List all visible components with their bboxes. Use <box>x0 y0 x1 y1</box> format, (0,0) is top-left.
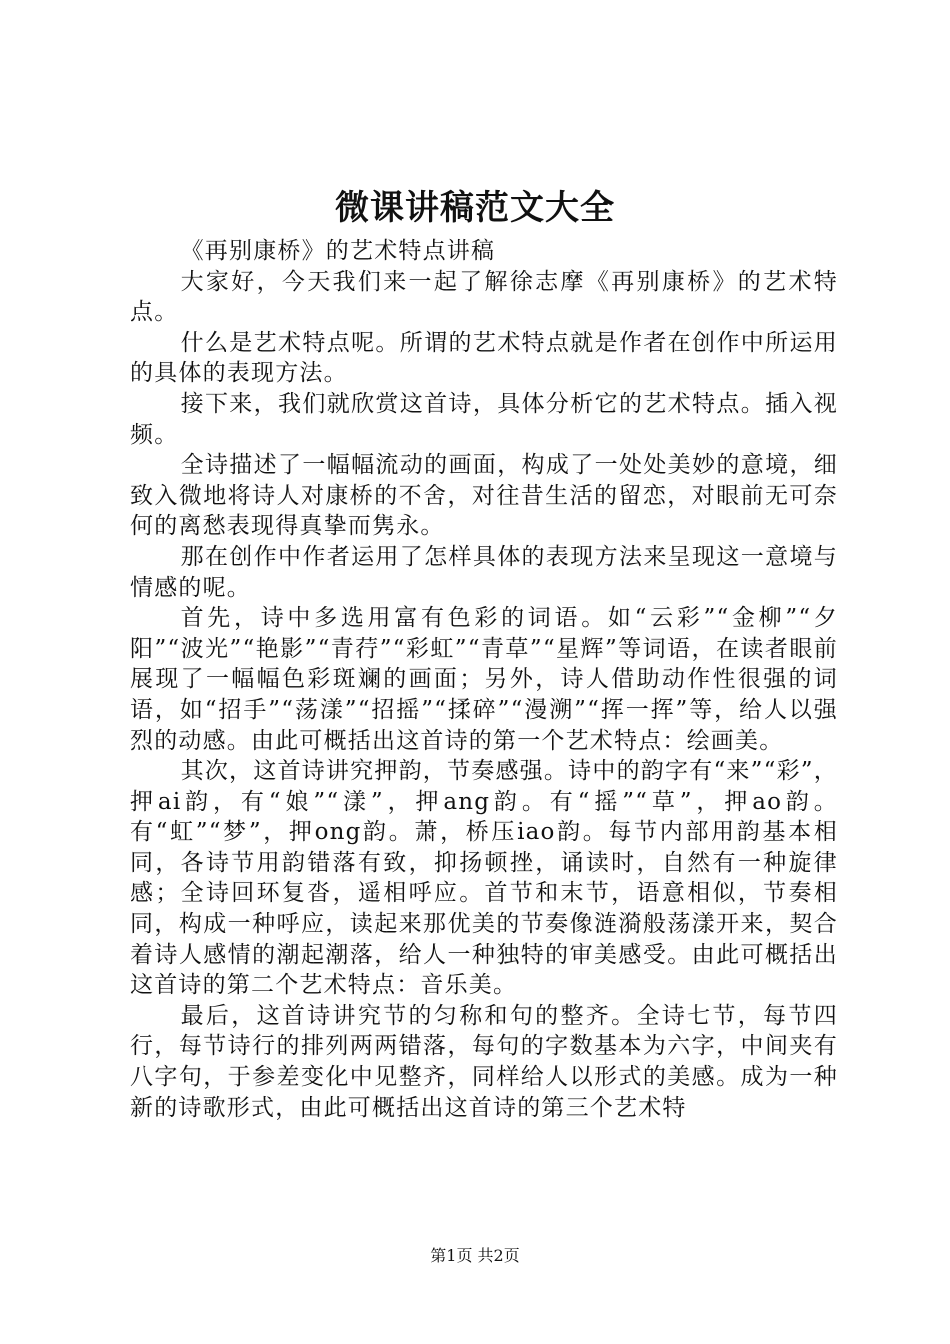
page-footer: 第1页 共2页 <box>430 1246 520 1265</box>
paragraph-definition: 什么是艺术特点呢。所谓的艺术特点就是作者在创作中所运用的具体的表现方法。 <box>130 329 838 387</box>
paragraph-form-beauty: 最后，这首诗讲究节的匀称和句的整齐。全诗七节，每节四行，每节诗行的排列两两错落，每句的字数基本为六字，中间夹有八字句，于参差变化中见整齐，同样给人以形式的美感。成为一种新的诗歌形式，由此可概括出这首诗的第三个艺术特 <box>130 1002 838 1121</box>
paragraph-subtitle: 《再别康桥》的艺术特点讲稿 <box>180 238 496 264</box>
document-body <box>130 236 838 1123</box>
paragraph-greeting: 大家好，今天我们来一起了解徐志摩《再别康桥》的艺术特点。 <box>130 268 838 326</box>
paragraph-video: 接下来，我们就欣赏这首诗，具体分析它的艺术特点。插入视频。 <box>130 390 838 448</box>
document-title: 微课讲稿范文大全 <box>335 188 615 228</box>
paragraph-painting-beauty: 首先，诗中多选用富有色彩的词语。如“云彩”“金柳”“夕阳”“波光”“艳影”“青荇”“彩虹”“青草”“星辉”等词语，在读者眼前展现了一幅幅色彩斑斓的画面；另外，诗人借助动作性很强的词语，如“招手”“荡漾”“招摇”“揉碎”“漫溯”“挥一挥”等，给人以强烈的动感。由此可概括出这首诗的第一个艺术特点：绘画美。 <box>130 605 838 754</box>
paragraph-music-beauty: 其次，这首诗讲究押韵，节奏感强。诗中的韵字有“来”“彩”，押ai韵，有“娘”“漾”，押ang韵。有“摇”“草”，押ao韵。有“虹”“梦”，押ong韵。萧，桥压iao韵。每节内部用韵基本相同，各诗节用韵错落有致，抑扬顿挫，诵读时，自然有一种旋律感；全诗回环复沓，遥相呼应。首节和末节，语意相似，节奏相同，构成一种呼应，读起来那优美的节奏像涟漪般荡漾开来，契合着诗人感情的潮起潮落，给人一种独特的审美感受。由此可概括出这首诗的第二个艺术特点：音乐美。 <box>130 758 838 999</box>
paragraph-overview: 全诗描述了一幅幅流动的画面，构成了一处处美妙的意境，细致入微地将诗人对康桥的不舍，对往昔生活的留恋，对眼前无可奈何的离愁表现得真挚而隽永。 <box>130 452 838 540</box>
paragraph-question: 那在创作中作者运用了怎样具体的表现方法来呈现这一意境与情感的呢。 <box>130 543 838 601</box>
